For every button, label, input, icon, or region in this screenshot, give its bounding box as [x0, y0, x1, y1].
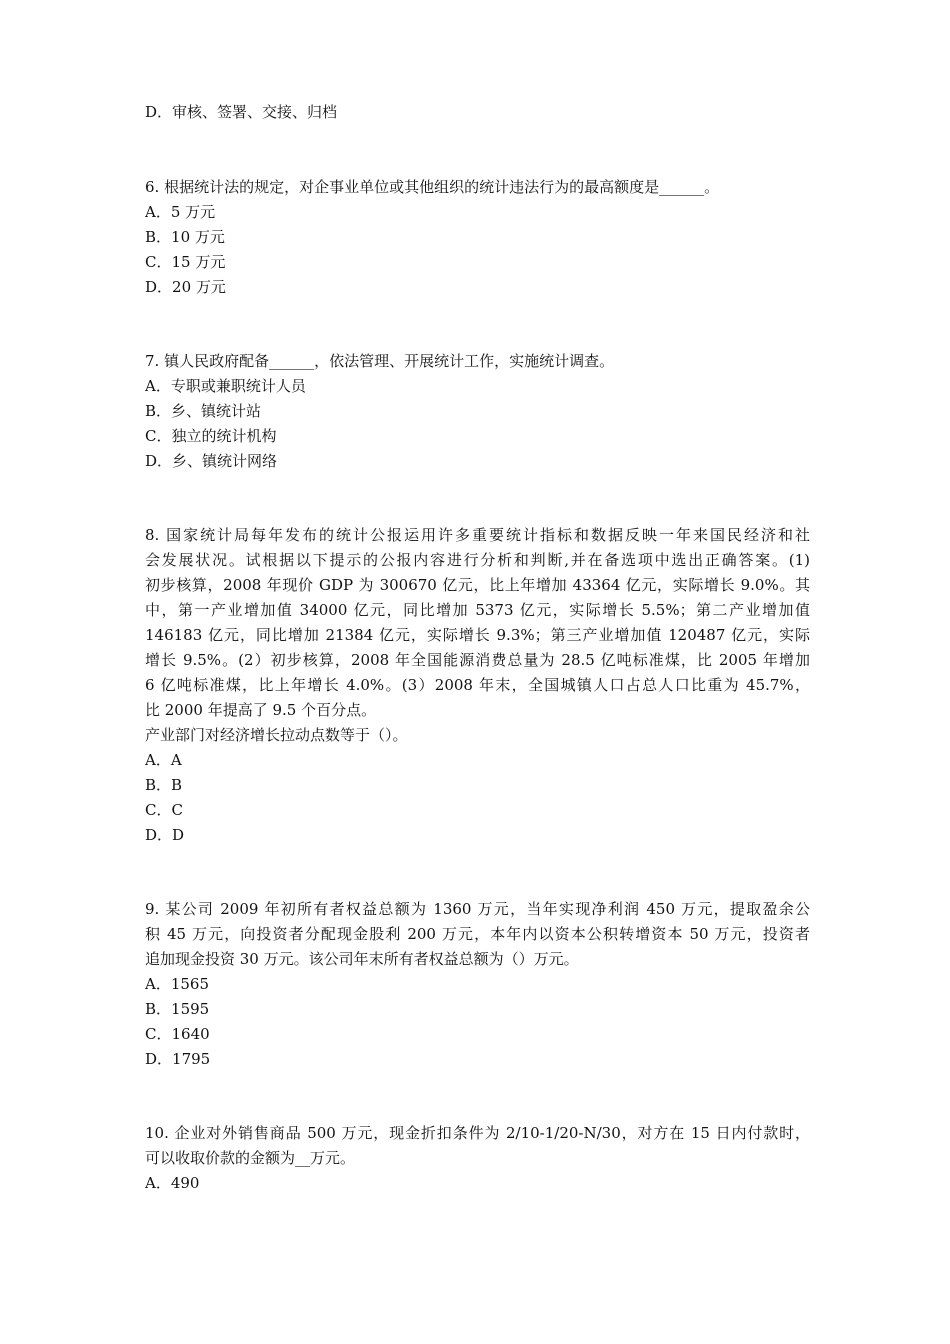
question-9-option-a: A．1565 [145, 975, 210, 993]
question-8-option-a: A．A [145, 751, 182, 769]
question-7-stem: 7. 镇人民政府配备______，依法管理、开展统计工作，实施统计调查。 [145, 352, 615, 370]
question-6-option-d: D．20 万元 [145, 278, 226, 296]
question-8-stem-line: 146183 亿元，同比增加 21384 亿元，实际增长 9.3%；第三产业增加值 120487 亿元，实际 [145, 626, 810, 644]
question-8-prompt: 产业部门对经济增长拉动点数等于（）。 [145, 726, 408, 744]
question-7-option-a: A．专职或兼职统计人员 [145, 377, 306, 395]
question-6-option-c: C．15 万元 [145, 253, 226, 271]
question-10-option-a: A．490 [145, 1174, 200, 1192]
question-8-stem-line: 初步核算，2008 年现价 GDP 为 300670 亿元，比上年增加 43364 亿元，实际增长 9.0%。其 [145, 576, 810, 594]
question-8-stem-line: 中，第一产业增加值 34000 亿元，同比增加 5373 亿元，实际增长 5.5%；第二产业增加值 [145, 601, 810, 619]
question-9-option-c: C．1640 [145, 1025, 210, 1043]
question-6-option-a: A．5 万元 [145, 203, 216, 221]
question-8-option-c: C．C [145, 801, 183, 819]
question-8-stem-line: 比 2000 年提高了 9.5 个百分点。 [145, 701, 377, 719]
prev-question-option-d: D．审核、签署、交接、归档 [145, 103, 338, 121]
question-10-stem-line: 可以收取价款的金额为__万元。 [145, 1149, 356, 1167]
question-9-option-b: B．1595 [145, 1000, 210, 1018]
question-8-stem-line: 会发展状况。试根据以下提示的公报内容进行分析和判断,并在备选项中选出正确答案。(1) [145, 551, 810, 569]
question-10-stem-line: 10. 企业对外销售商品 500 万元，现金折扣条件为 2/10-1/20-N/30，对方在 15 日内付款时， [145, 1124, 810, 1142]
question-9-option-d: D．1795 [145, 1050, 211, 1068]
question-7-option-c: C．独立的统计机构 [145, 427, 277, 445]
question-9-stem-line: 9. 某公司 2009 年初所有者权益总额为 1360 万元，当年实现净利润 450 万元，提取盈余公 [145, 900, 810, 918]
question-8-option-d: D．D [145, 826, 185, 844]
question-7-option-d: D．乡、镇统计网络 [145, 452, 278, 470]
question-8-stem-line: 增长 9.5%。(2）初步核算，2008 年全国能源消费总量为 28.5 亿吨标准煤，比 2005 年增加 [145, 651, 810, 669]
question-6-option-b: B．10 万元 [145, 228, 225, 246]
question-8-stem-line: 8. 国家统计局每年发布的统计公报运用许多重要统计指标和数据反映一年来国民经济和社 [145, 526, 810, 544]
question-6-stem: 6. 根据统计法的规定，对企事业单位或其他组织的统计违法行为的最高额度是______。 [145, 178, 720, 196]
question-8-option-b: B．B [145, 776, 183, 794]
question-9-stem-line: 积 45 万元，向投资者分配现金股利 200 万元，本年内以资本公积转增资本 50 万元，投资者 [145, 925, 810, 943]
question-9-stem-line: 追加现金投资 30 万元。该公司年末所有者权益总额为（）万元。 [145, 950, 579, 968]
question-8-stem-line: 6 亿吨标准煤，比上年增长 4.0%。(3）2008 年末，全国城镇人口占总人口比重为 45.7%， [145, 676, 810, 694]
question-7-option-b: B．乡、镇统计站 [145, 402, 262, 420]
